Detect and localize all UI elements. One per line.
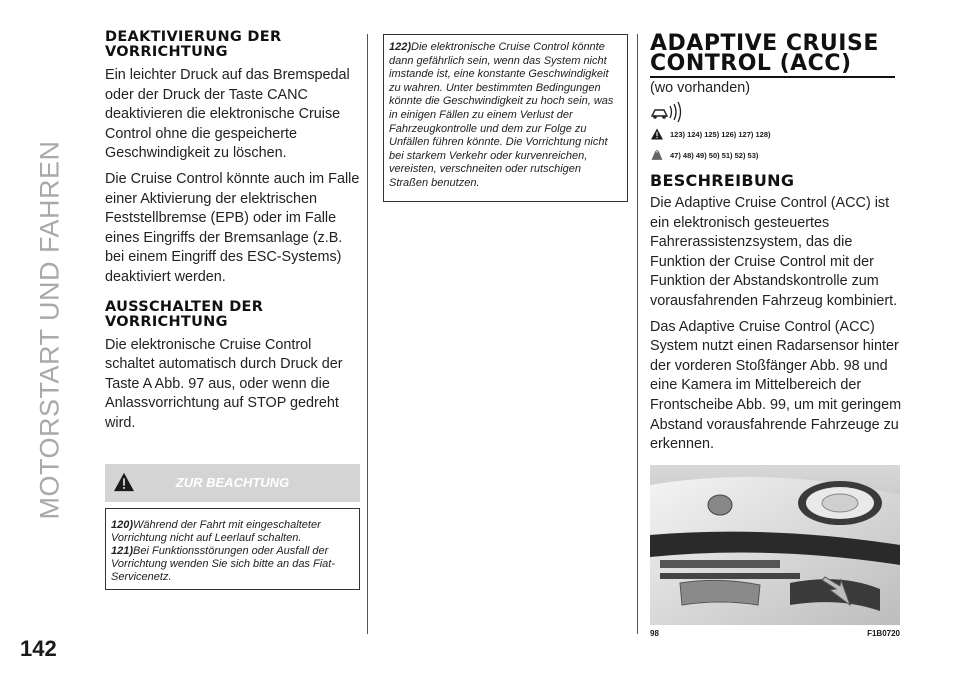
note-number: 122) [389, 41, 412, 53]
reference-numbers: 123) 124) 125) 126) 127) 128) [670, 129, 771, 139]
page-number: 142 [20, 636, 57, 661]
reference-numbers: 47) 48) 49) 50) 51) 52) 53) [670, 150, 759, 160]
notice-label: ZUR BEACHTUNG [175, 474, 290, 490]
note-text: Bei Funktionsstörungen oder Ausfall der Vorrichtung wenden Sie sich bitte an das Fiat-Servicenetz. [111, 544, 335, 583]
paragraph: Die elektronische Cruise Control schaltet automatisch durch Druck der Taste A Abb. 97 aus, oder wenn die Anlassvorrichtung auf STOP gedreht wird. [105, 336, 343, 431]
note-item [111, 519, 354, 545]
column-middle [383, 34, 628, 202]
note-text: Die elektronische Cruise Control könnte dann gefährlich sein, wenn das System nicht imstande ist, eine konstante Geschwindigkeit zu wahren. Unter bestimmten Bedingungen könnte die Geschwindigkeit zu hoch sein, was in einigen Fällen zu einem Verlust der Fahrzeugkontrolle und dem zur Folge zu Unfällen führen könnte. Die Vorrichtung nicht bei starkem Verkehr oder kurvenreichen, vereisten, verschneiten oder rutschigen Straßen benutzen. [389, 41, 614, 189]
paragraph: Das Adaptive Cruise Control (ACC) System nutzt einen Radarsensor hinter der vorderen Stoßfänger Abb. 98 und eine Kamera im Mittelbereich der Frontscheibe Abb. 99, um mit geringem Abstand vorausfahrende Fahrzeuge zu erkennen. [650, 318, 902, 453]
paragraph: Die Cruise Control könnte auch im Falle einer Aktivierung der elektrischen Feststellbremse (EPB) oder im Falle eines Eingriffs der Bremsanlage (z.B. bei einem Eingriff des ESC-Systems) deaktiviert werden. [105, 170, 360, 285]
acc-car-sensor-icon [650, 102, 684, 122]
figure-number: 98 [650, 628, 659, 638]
column-divider [367, 34, 368, 634]
column-left [105, 30, 360, 590]
note-number: 121) [111, 544, 134, 557]
availability-note: (wo vorhanden) [650, 80, 750, 96]
column-divider [637, 34, 638, 634]
acc-icon-row [650, 102, 910, 122]
section-sidebar-title: MOTORSTART UND FAHREN [34, 140, 65, 520]
figure-caption [650, 629, 900, 638]
section-heading-deactivate: DEAKTIVIERUNG DER VORRICHTUNG [105, 29, 282, 60]
paragraph: Die Adaptive Cruise Control (ACC) ist ein elektronisch gesteuertes Fahrerassistenzsystem, das die Funktion der Cruise Control mit der Funktion der Abstandskontrolle zum vorausfahrenden Fahrzeug kombiniert. [650, 195, 898, 309]
warning-triangle-icon [650, 128, 664, 140]
figure-code: F1B0720 [867, 628, 900, 638]
paragraph: Ein leichter Druck auf das Bremspedal oder der Druck der Taste CANC deaktivieren die elektronische Cruise Control ohne die gespeicherte Geschwindigkeit zu löschen. [105, 67, 350, 162]
section-heading-switch-off: AUSSCHALTEN DER VORRICHTUNG [105, 298, 264, 330]
notice-box [383, 34, 628, 202]
chapter-title: ADAPTIVE CRUISE CONTROL (ACC) [650, 31, 879, 76]
environment-hand-icon [650, 149, 664, 161]
note-text: Während der Fahrt mit eingeschalteter Vorrichtung nicht auf Leerlauf schalten. [111, 518, 321, 544]
figure-98-image [650, 465, 900, 625]
environment-reference-list [650, 149, 910, 161]
note-number: 120) [111, 518, 134, 531]
section-heading-description: BESCHREIBUNG [650, 171, 795, 190]
car-front-bumper-illustration [650, 465, 900, 625]
warning-reference-list [650, 128, 910, 140]
notice-bar [105, 464, 360, 502]
notice-box [105, 508, 360, 590]
title-underline [650, 76, 895, 78]
note-item [111, 545, 354, 584]
column-right [650, 31, 910, 638]
